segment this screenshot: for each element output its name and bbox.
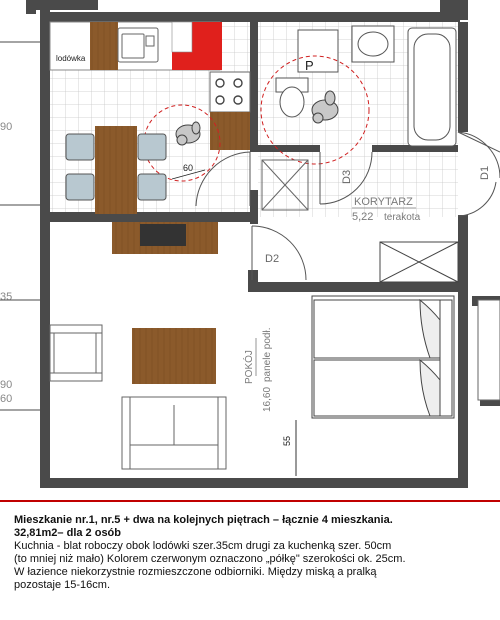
corridor-floor: terakota [384, 212, 421, 223]
fridge-label: lodówka [56, 54, 86, 63]
tv [140, 224, 186, 246]
svg-text:60: 60 [0, 393, 13, 405]
corridor-area: 5,22 [352, 211, 374, 223]
caption-shelf-note: (to mniej niż mało) Kolorem czerwonym oznaczono „półkę" szerokości ok. 25cm. [14, 553, 406, 565]
kitchen-worktop [90, 22, 118, 70]
caption [0, 500, 500, 620]
toilet-label: P [305, 58, 314, 73]
svg-text:90: 90 [0, 379, 13, 391]
door-d2-label: D2 [265, 253, 280, 265]
washbasin [352, 26, 394, 62]
caption-title: Mieszkanie nr.1, nr.5 + dwa na kolejnych piętrach – łącznie 4 mieszkania. [14, 514, 393, 526]
kitchen-dimension: 60 [183, 163, 194, 173]
bedside-right [478, 300, 500, 400]
coffee-table [132, 328, 216, 384]
double-bed [312, 296, 454, 418]
sofa [122, 397, 226, 469]
room-area: 16,60 [262, 386, 273, 412]
corridor-name: KORYTARZ [354, 196, 413, 208]
room-floor: panele podł. [262, 327, 273, 382]
bathtub [408, 28, 456, 146]
side-counter [210, 112, 250, 150]
door-d3-label: D3 [341, 169, 353, 184]
room-name: POKÓJ [244, 350, 255, 384]
washing-machine [298, 30, 338, 73]
caption-area: 32,81m2– dla 2 osób [14, 527, 121, 539]
dining-table [95, 126, 137, 214]
armchair [50, 325, 102, 381]
kitchen-sink [118, 28, 158, 62]
svg-text:35: 35 [0, 291, 13, 303]
room-dimension: 55 [282, 435, 292, 446]
door-d1-label: D1 [479, 165, 491, 180]
stove [210, 72, 250, 112]
caption-spacing-note: pozostaje 15-16cm. [14, 579, 110, 591]
svg-text:90: 90 [0, 121, 13, 133]
caption-bathroom-note: W łazience niekorzystnie rozmieszczone odbiorniki. Między miską a pralką [14, 566, 377, 578]
caption-kitchen-note: Kuchnia - blat roboczy obok lodówki szer.35cm drugi za kuchenką szer. 50cm [14, 540, 392, 552]
